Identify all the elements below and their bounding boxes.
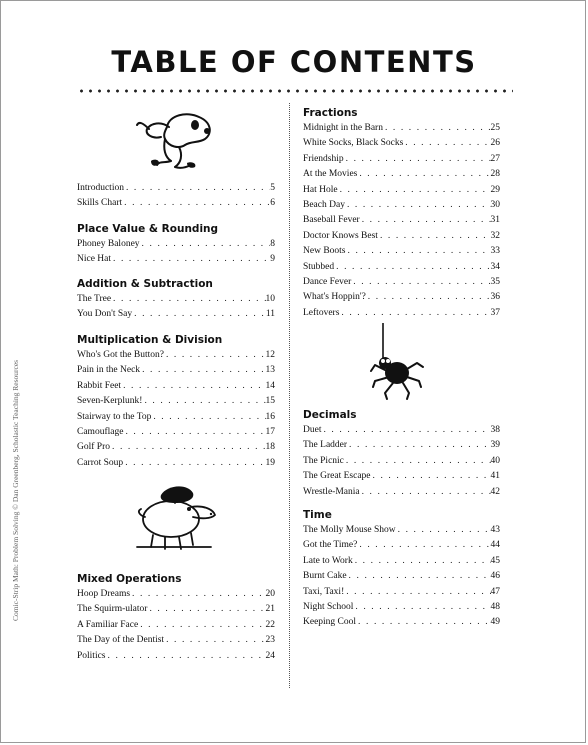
toc-entry[interactable]: Midnight in the Barn . . . 25 [303,121,500,136]
toc-entry[interactable]: Night School . . . 48 [303,600,500,615]
column-divider [289,103,290,688]
toc-entry[interactable]: Introduction . . . 5 [77,181,275,196]
intro-section [77,181,275,212]
toc-entry[interactable]: Wrestle-Mania . . . 42 [303,485,500,500]
toc-entry[interactable]: Stubbed . . . 34 [303,260,500,275]
toc-entry[interactable]: Phoney Baloney . . . 8 [77,237,275,252]
toc-entry[interactable]: At the Movies . . . 28 [303,167,500,182]
toc-entry[interactable]: Nice Hat . . . 9 [77,252,275,267]
toc-entry[interactable]: Pain in the Neck . . . 13 [77,363,275,378]
toc-entry[interactable]: What's Hoppin'? . . . 36 [303,290,500,305]
toc-entry[interactable]: The Molly Mouse Show . . . 43 [303,523,500,538]
toc-entry[interactable]: The Tree . . . 10 [77,292,275,307]
pig-icon [131,477,219,551]
section-fractions [303,105,500,321]
toc-entry[interactable]: Burnt Cake . . . 46 [303,569,500,584]
dog-icon [129,105,221,177]
toc-entry[interactable]: Camouflage . . . 17 [77,425,275,440]
section-heading: Addition & Subtraction [77,278,213,290]
toc-entry[interactable]: The Day of the Dentist . . . 23 [77,633,275,648]
toc-entry[interactable]: Beach Day . . . 30 [303,198,500,213]
toc-entry[interactable]: Got the Time? . . . 44 [303,538,500,553]
toc-entry[interactable]: New Boots . . . 33 [303,244,500,259]
toc-entry[interactable]: Golf Pro . . . 18 [77,440,275,455]
toc-entry[interactable]: Politics . . . 24 [77,649,275,664]
toc-entry[interactable]: Friendship . . . 27 [303,152,500,167]
section-heading: Fractions [303,107,358,119]
toc-entry[interactable]: Leftovers . . . 37 [303,306,500,321]
toc-entry[interactable]: A Familiar Face . . . 22 [77,618,275,633]
section-heading: Multiplication & Division [77,334,223,346]
side-credit: Comic-Strip Math: Problem Solving © Dan Greenberg, Scholastic Teaching Resources [11,359,20,621]
toc-entry[interactable]: Late to Work . . . 45 [303,554,500,569]
page-title: TABLE OF CONTENTS [111,45,477,79]
section-addition [77,276,275,323]
toc-entry[interactable]: The Ladder . . . 39 [303,438,500,453]
toc-entry[interactable]: Carrot Soup . . . 19 [77,456,275,471]
spider-icon [369,323,425,401]
toc-entry[interactable]: Doctor Knows Best . . . 32 [303,229,500,244]
section-heading: Mixed Operations [77,573,182,585]
toc-entry[interactable]: White Socks, Black Socks . . . 26 [303,136,500,151]
toc-entry[interactable]: Dance Fever . . . 35 [303,275,500,290]
dotted-rule [77,89,513,93]
toc-entry[interactable]: Taxi, Taxi! . . . 47 [303,585,500,600]
toc-entry[interactable]: Rabbit Feet . . . 14 [77,379,275,394]
toc-entry[interactable]: Hoop Dreams . . . 20 [77,587,275,602]
toc-entry[interactable]: Stairway to the Top . . . 16 [77,410,275,425]
section-heading: Place Value & Rounding [77,223,219,235]
toc-entry[interactable]: The Picnic . . . 40 [303,454,500,469]
toc-entry[interactable]: Hat Hole . . . 29 [303,183,500,198]
toc-entry[interactable]: Baseball Fever . . . 31 [303,213,500,228]
toc-entry[interactable]: You Don't Say . . . 11 [77,307,275,322]
section-place-value [77,221,275,268]
toc-entry[interactable]: Duet . . . 38 [303,423,500,438]
toc-entry[interactable]: Who's Got the Button? . . . 12 [77,348,275,363]
toc-entry[interactable]: The Squirm-ulator . . . 21 [77,602,275,617]
section-mixed [77,571,275,664]
section-heading: Time [303,509,332,521]
section-heading: Decimals [303,409,357,421]
toc-entry[interactable]: Keeping Cool . . . 49 [303,615,500,630]
section-multiplication [77,332,275,471]
section-decimals [303,407,500,500]
toc-entry[interactable]: Skills Chart . . . 6 [77,196,275,211]
toc-entry[interactable]: Seven-Kerplunk! . . . 15 [77,394,275,409]
toc-entry[interactable]: The Great Escape . . . 41 [303,469,500,484]
section-time [303,507,500,631]
